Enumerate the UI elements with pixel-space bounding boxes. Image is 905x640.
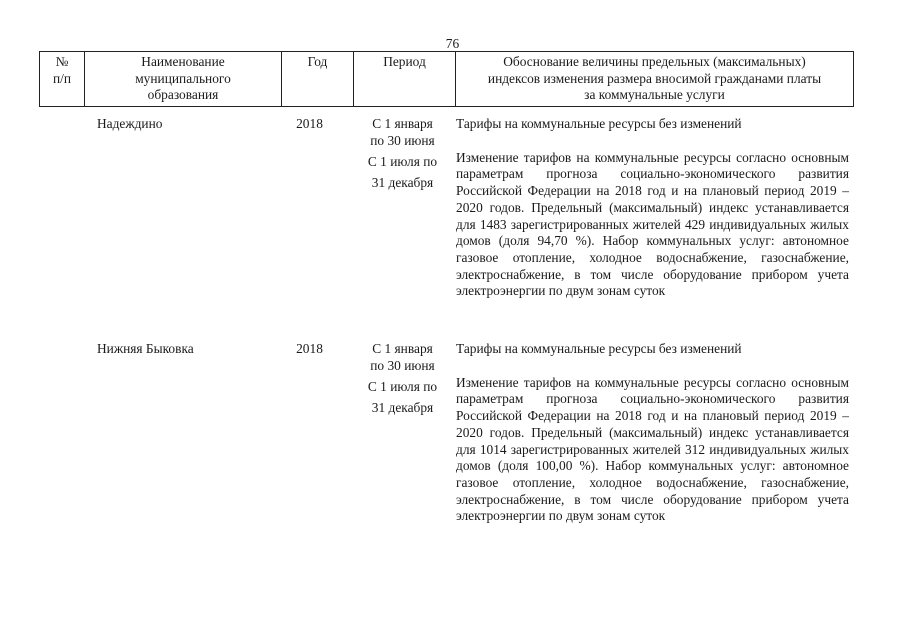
header-municipality: Наименование муниципального образования	[85, 52, 282, 107]
year-value: 2018	[296, 341, 323, 356]
justification-cell	[456, 116, 849, 300]
justification-second-half: Изменение тарифов на коммунальные ресурсы согласно основным параметрам прогноза социально-экономического развития Российской Федерации на 2018 год и на плановый период 2019 – 2020 годов. Предельный (максимальный) индекс устанавливается для 1483 зарегистрированных жителей 429 индивидуальных жилых домов (доля 94,70 %). Набор коммунальных услуг: автономное газовое отопление, холодное водоснабжение, газоснабжение, электроснабжение, в том числе оборудование прибором учета электроэнергии по двум зонам суток	[456, 149, 849, 299]
municipality-name: Надеждино	[97, 116, 163, 131]
page-number: 76	[445, 36, 460, 51]
justification-cell	[456, 341, 849, 525]
year-value: 2018	[296, 116, 323, 131]
header-year: Год	[282, 52, 354, 107]
municipality-name: Нижняя Быковка	[97, 341, 194, 356]
period-cell	[355, 341, 450, 418]
period-cell	[355, 116, 450, 193]
justification-second-half: Изменение тарифов на коммунальные ресурсы согласно основным параметрам прогноза социально-экономического развития Российской Федерации на 2018 год и на плановый период 2019 – 2020 годов. Предельный (максимальный) индекс устанавливается для 1014 зарегистрированных жителей 312 индивидуальных жилых домов (доля 100,00 %). Набор коммунальных услуг: автономное газовое отопление, холодное водоснабжение, газоснабжение, электроснабжение, в том числе оборудование прибором учета электроэнергии по двум зонам суток	[456, 374, 849, 524]
header-num: № п/п	[40, 52, 85, 107]
justification-first-half: Тарифы на коммунальные ресурсы без изменений	[456, 116, 742, 131]
period-second-half: С 1 июля по 31 декабря	[367, 379, 438, 416]
period-first-half: С 1 января по 30 июня	[370, 341, 435, 373]
justification-first-half: Тарифы на коммунальные ресурсы без изменений	[456, 341, 742, 356]
header-row	[40, 52, 854, 107]
header-justification: Обоснование величины предельных (максимальных) индексов изменения размера вносимой гражданами платы за коммунальные услуги	[456, 52, 854, 107]
table-header	[39, 51, 854, 107]
period-first-half: С 1 января по 30 июня	[370, 116, 435, 148]
period-second-half: С 1 июля по 31 декабря	[367, 154, 438, 191]
header-period: Период	[354, 52, 456, 107]
